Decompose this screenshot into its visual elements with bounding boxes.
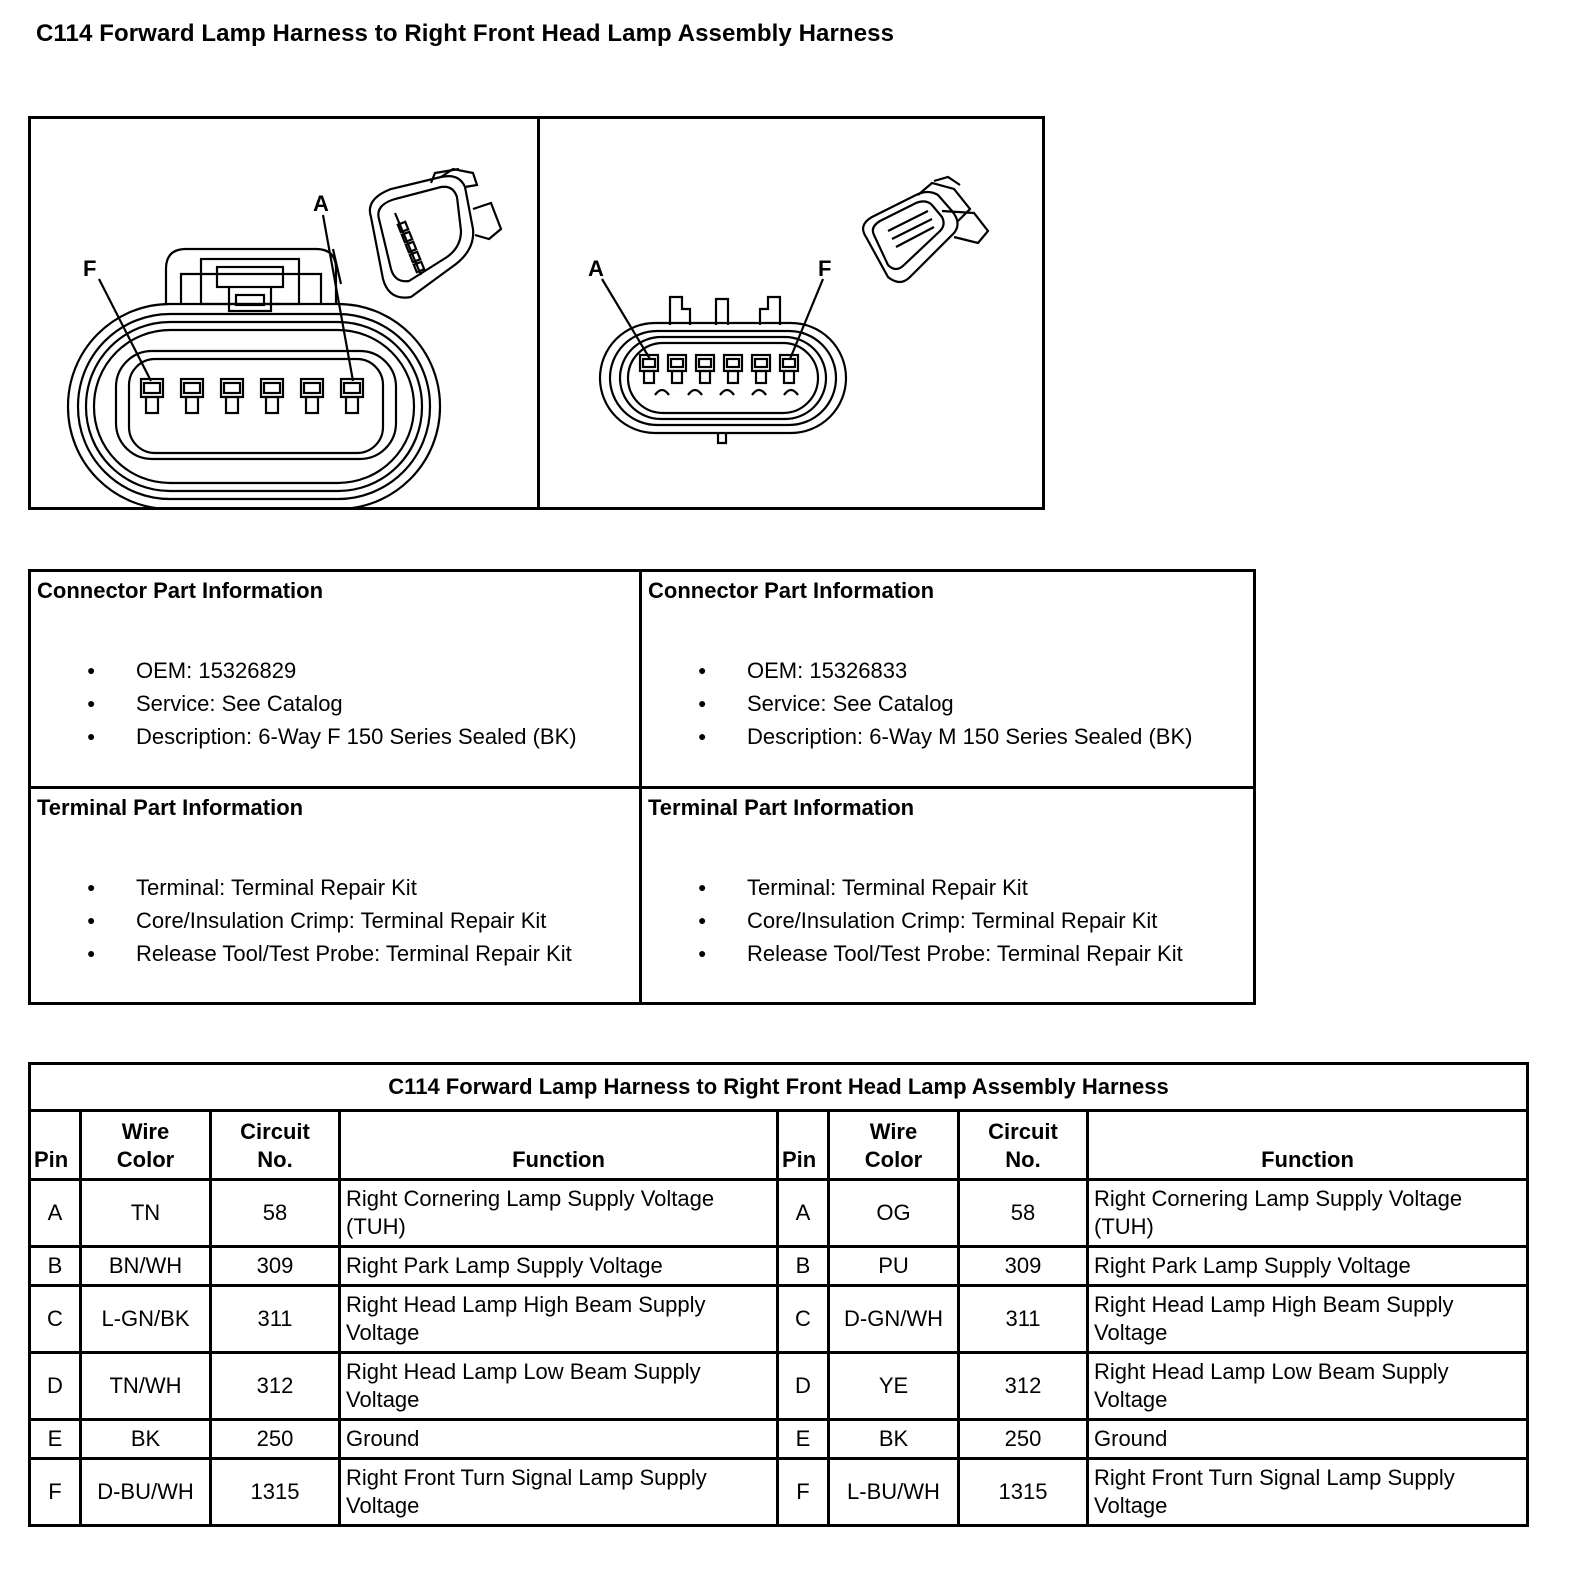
circuit-cell: 312 bbox=[959, 1353, 1088, 1420]
pin-cell: F bbox=[778, 1459, 829, 1526]
connector-info-female bbox=[31, 572, 642, 789]
male-pin-f-label: F bbox=[818, 256, 832, 281]
wire-color-cell: L-BU/WH bbox=[829, 1459, 959, 1526]
bullet-list bbox=[37, 654, 633, 753]
function-cell: Right Head Lamp High Beam Supply Voltage bbox=[340, 1286, 778, 1353]
list-item: ● OEM: 15326829 bbox=[37, 654, 633, 687]
circuit-cell: 1315 bbox=[959, 1459, 1088, 1526]
function-cell: Right Head Lamp High Beam Supply Voltage bbox=[1088, 1286, 1528, 1353]
section-heading: Connector Part Information bbox=[37, 578, 324, 603]
pin-cell: E bbox=[30, 1420, 81, 1459]
function-cell: Right Head Lamp Low Beam Supply Voltage bbox=[1088, 1353, 1528, 1420]
pin-cell: B bbox=[778, 1247, 829, 1286]
bullet-list bbox=[37, 871, 633, 970]
header-pin: Pin bbox=[30, 1111, 81, 1180]
bullet-list bbox=[648, 871, 1247, 970]
list-item: ● Terminal: Terminal Repair Kit bbox=[648, 871, 1247, 904]
male-connector-view bbox=[540, 119, 1042, 507]
function-cell: Right Head Lamp Low Beam Supply Voltage bbox=[340, 1353, 778, 1420]
female-connector-drawing bbox=[31, 119, 537, 507]
pin-cell: C bbox=[30, 1286, 81, 1353]
connector-diagram bbox=[28, 116, 1045, 510]
function-cell: Right Park Lamp Supply Voltage bbox=[340, 1247, 778, 1286]
function-cell: Ground bbox=[340, 1420, 778, 1459]
wire-color-cell: BK bbox=[81, 1420, 211, 1459]
list-item: ● Release Tool/Test Probe: Terminal Repair Kit bbox=[37, 937, 633, 970]
female-pin-a-label: A bbox=[313, 191, 329, 216]
list-item: ● Core/Insulation Crimp: Terminal Repair Kit bbox=[648, 904, 1247, 937]
table-row bbox=[30, 1353, 1528, 1420]
function-cell: Right Front Turn Signal Lamp Supply Voltage bbox=[340, 1459, 778, 1526]
wire-color-cell: BK bbox=[829, 1420, 959, 1459]
table-row bbox=[30, 1247, 1528, 1286]
bullet-list bbox=[648, 654, 1247, 753]
circuit-cell: 311 bbox=[959, 1286, 1088, 1353]
list-item: ● OEM: 15326833 bbox=[648, 654, 1247, 687]
pin-cell: B bbox=[30, 1247, 81, 1286]
table-caption: C114 Forward Lamp Harness to Right Front Head Lamp Assembly Harness bbox=[30, 1064, 1528, 1111]
list-item: ● Release Tool/Test Probe: Terminal Repair Kit bbox=[648, 937, 1247, 970]
pin-cell: F bbox=[30, 1459, 81, 1526]
circuit-cell: 58 bbox=[959, 1180, 1088, 1247]
list-item: ● Core/Insulation Crimp: Terminal Repair Kit bbox=[37, 904, 633, 937]
pin-cell: E bbox=[778, 1420, 829, 1459]
circuit-cell: 312 bbox=[211, 1353, 340, 1420]
male-pin-a-label: A bbox=[588, 256, 604, 281]
header-wire-color: Wire Color bbox=[829, 1111, 959, 1180]
wire-color-cell: TN bbox=[81, 1180, 211, 1247]
wire-color-cell: TN/WH bbox=[81, 1353, 211, 1420]
connector-info-male bbox=[642, 572, 1253, 789]
header-circuit-no: Circuit No. bbox=[211, 1111, 340, 1180]
pin-cell: D bbox=[30, 1353, 81, 1420]
section-heading: Terminal Part Information bbox=[648, 795, 915, 820]
wire-color-cell: D-BU/WH bbox=[81, 1459, 211, 1526]
function-cell: Right Cornering Lamp Supply Voltage (TUH) bbox=[340, 1180, 778, 1247]
function-cell: Right Park Lamp Supply Voltage bbox=[1088, 1247, 1528, 1286]
terminal-info-female bbox=[31, 789, 642, 1002]
circuit-cell: 309 bbox=[211, 1247, 340, 1286]
page-title: C114 Forward Lamp Harness to Right Front Head Lamp Assembly Harness bbox=[36, 20, 895, 47]
terminal-info-male bbox=[642, 789, 1253, 1002]
circuit-cell: 250 bbox=[959, 1420, 1088, 1459]
header-function: Function bbox=[340, 1111, 778, 1180]
table-row bbox=[30, 1420, 1528, 1459]
circuit-cell: 311 bbox=[211, 1286, 340, 1353]
wire-color-cell: YE bbox=[829, 1353, 959, 1420]
male-connector-drawing bbox=[540, 119, 1045, 507]
circuit-cell: 1315 bbox=[211, 1459, 340, 1526]
wire-color-cell: OG bbox=[829, 1180, 959, 1247]
pin-cell: A bbox=[778, 1180, 829, 1247]
pin-cell: D bbox=[778, 1353, 829, 1420]
header-circuit-no: Circuit No. bbox=[959, 1111, 1088, 1180]
header-wire-color: Wire Color bbox=[81, 1111, 211, 1180]
table-row bbox=[30, 1180, 1528, 1247]
wire-color-cell: D-GN/WH bbox=[829, 1286, 959, 1353]
circuit-cell: 58 bbox=[211, 1180, 340, 1247]
wire-color-cell: PU bbox=[829, 1247, 959, 1286]
section-heading: Terminal Part Information bbox=[37, 795, 304, 820]
wire-color-cell: BN/WH bbox=[81, 1247, 211, 1286]
header-function: Function bbox=[1088, 1111, 1528, 1180]
list-item: ● Terminal: Terminal Repair Kit bbox=[37, 871, 633, 904]
pin-cell: A bbox=[30, 1180, 81, 1247]
table-row bbox=[30, 1459, 1528, 1526]
function-cell: Ground bbox=[1088, 1420, 1528, 1459]
female-connector-view bbox=[31, 119, 540, 507]
function-cell: Right Cornering Lamp Supply Voltage (TUH) bbox=[1088, 1180, 1528, 1247]
section-heading: Connector Part Information bbox=[648, 578, 935, 603]
list-item: ● Service: See Catalog bbox=[37, 687, 633, 720]
list-item: ● Service: See Catalog bbox=[648, 687, 1247, 720]
table-header-row bbox=[30, 1111, 1528, 1180]
wire-color-cell: L-GN/BK bbox=[81, 1286, 211, 1353]
female-pin-f-label: F bbox=[83, 256, 97, 281]
pinout-table bbox=[28, 1062, 1529, 1527]
circuit-cell: 309 bbox=[959, 1247, 1088, 1286]
table-row bbox=[30, 1286, 1528, 1353]
list-item: ● Description: 6-Way M 150 Series Sealed (BK) bbox=[648, 720, 1247, 753]
header-pin: Pin bbox=[778, 1111, 829, 1180]
circuit-cell: 250 bbox=[211, 1420, 340, 1459]
list-item: ● Description: 6-Way F 150 Series Sealed (BK) bbox=[37, 720, 633, 753]
pin-cell: C bbox=[778, 1286, 829, 1353]
function-cell: Right Front Turn Signal Lamp Supply Voltage bbox=[1088, 1459, 1528, 1526]
part-information-grid bbox=[28, 569, 1256, 1005]
